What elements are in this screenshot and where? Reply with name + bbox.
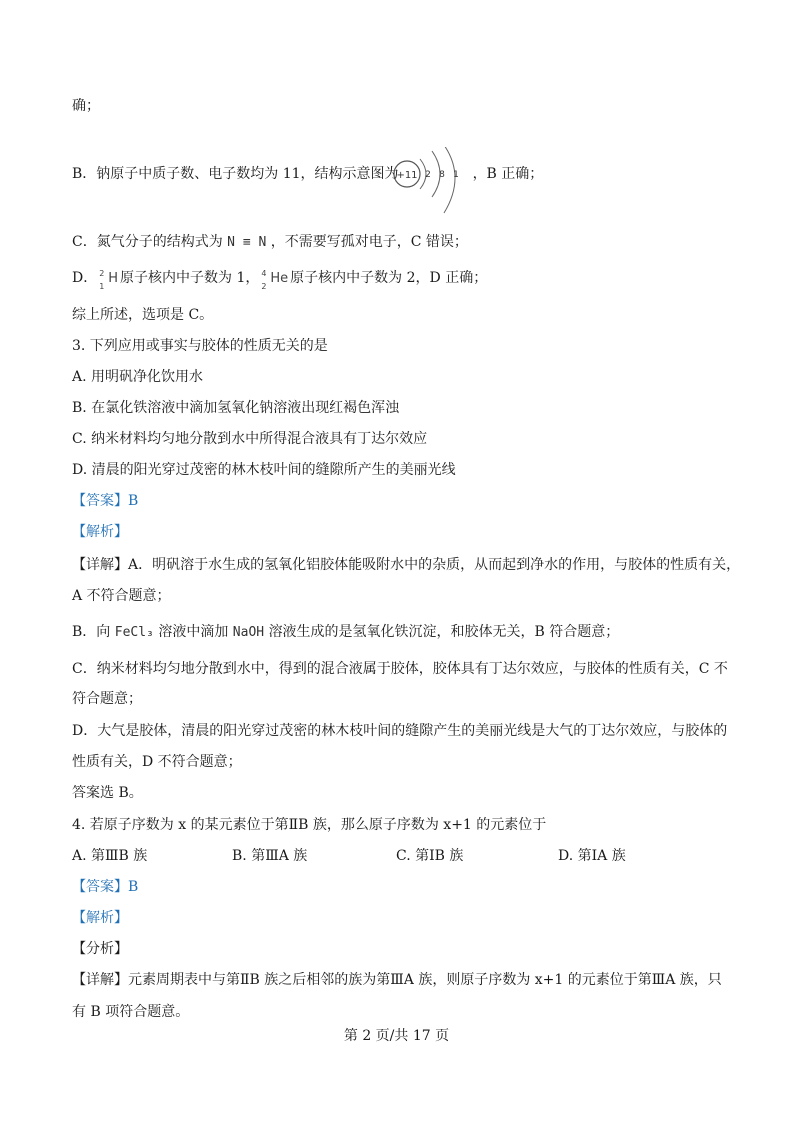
element-symbol: He	[270, 271, 289, 286]
option-c-line	[72, 232, 468, 253]
text-seg: 原子核内中子数为 2，D 正确；	[290, 270, 488, 286]
text-seg: 溶液生成的是氢氧化铁沉淀，和胶体无关，B 符合题意；	[268, 624, 620, 640]
text-seg: B．钠原子中质子数、电子数均为 11，结构示意图为	[72, 166, 399, 182]
question-3-stem: 3. 下列应用或事实与胶体的性质无关的是	[72, 338, 328, 354]
explanation-line: A 不符合题意；	[72, 588, 171, 604]
explanation-line: D．大气是胶体，清晨的阳光穿过茂密的林木枝叶间的缝隙产生的美丽光线是大气的丁达尔效应，与胶体的	[72, 723, 728, 739]
text-seg: 溶液中滴加	[158, 624, 229, 640]
shell-electrons: 8	[439, 170, 445, 180]
option-d-line	[72, 268, 487, 289]
question-3-option-d: D. 清晨的阳光穿过茂密的林木枝叶间的缝隙所产生的美丽光线	[72, 462, 456, 478]
question-4-option-c: C. 第ⅠB 族	[396, 848, 464, 864]
explanation-line: 性质有关，D 不符合题意；	[72, 754, 242, 770]
text-line: 综上所述，选项是 C。	[72, 307, 214, 323]
explanation-line: C．纳米材料均匀地分散到水中，得到的混合液属于胶体，胶体具有丁达尔效应，与胶体的性质有关，C 不	[72, 661, 728, 677]
question-4-option-d: D. 第ⅠA 族	[558, 848, 626, 864]
helium-4-nuclide	[261, 269, 288, 289]
shell-electrons: 1	[453, 170, 459, 180]
sodium-atom-structure-diagram	[392, 147, 468, 217]
analysis-subtag: 【分析】	[72, 941, 128, 957]
fecl3-formula: FeCl₃	[114, 625, 154, 640]
naoh-formula: NaOH	[232, 625, 265, 640]
mass-number: 2	[99, 269, 105, 278]
hydrogen-2-nuclide	[99, 269, 118, 289]
mass-number: 4	[261, 269, 267, 278]
question-4-option-a: A. 第ⅢB 族	[72, 848, 148, 864]
atomic-number: 2	[261, 282, 267, 291]
text-seg: ，不需要写孤对电子，C 错误；	[270, 234, 468, 250]
page-footer: 第 2 页/共 17 页	[343, 1028, 450, 1044]
text-seg: D．	[72, 270, 98, 286]
question-3-option-a: A. 用明矾净化饮用水	[72, 369, 204, 385]
n2-structural-formula: N ≡ N	[227, 235, 267, 250]
option-b-line	[72, 164, 543, 184]
text-seg: C．氮气分子的结构式为	[72, 234, 223, 250]
element-symbol: H	[108, 271, 119, 286]
explanation-line: 【详解】元素周期表中与第ⅡB 族之后相邻的族为第ⅢA 族，则原子序数为 x+1 的元素位于第ⅢA 族，只	[72, 972, 722, 988]
atomic-number: 1	[99, 282, 105, 291]
analysis-tag: 【解析】	[72, 524, 128, 540]
question-4-stem: 4. 若原子序数为 x 的某元素位于第ⅡB 族，那么原子序数为 x+1 的元素位于	[72, 817, 547, 833]
text-seg: ，B 正确；	[472, 166, 544, 182]
explanation-line: 符合题意；	[72, 691, 142, 707]
nucleus-charge: +11	[396, 170, 418, 181]
explanation-line: 答案选 B。	[72, 785, 143, 801]
question-3-option-c: C. 纳米材料均匀地分散到水中所得混合液具有丁达尔效应	[72, 431, 428, 447]
shell-arc	[444, 147, 455, 213]
text-line: 确；	[72, 98, 100, 114]
question-4-option-b: B. 第ⅢA 族	[232, 848, 308, 864]
text-seg: B．向	[72, 624, 111, 640]
shell-electrons: 2	[425, 170, 431, 180]
explanation-line: 【详解】A．明矾溶于水生成的氢氧化铝胶体能吸附水中的杂质，从而起到净水的作用，与胶体的性质有关，	[72, 557, 741, 573]
answer-tag: 【答案】B	[72, 493, 139, 509]
analysis-tag: 【解析】	[72, 910, 128, 926]
explanation-line: 有 B 项符合题意。	[72, 1004, 190, 1020]
text-seg: 原子核内中子数为 1，	[120, 270, 260, 286]
question-3-option-b: B. 在氯化铁溶液中滴加氢氧化钠溶液出现红褐色浑浊	[72, 400, 400, 416]
explanation-line	[72, 622, 619, 643]
answer-tag: 【答案】B	[72, 879, 139, 895]
